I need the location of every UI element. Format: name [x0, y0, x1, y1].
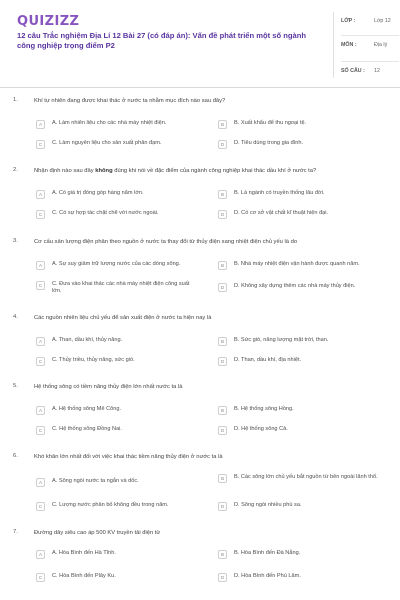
option-b[interactable] [218, 258, 386, 272]
option-text: C. Hệ thống sông Đồng Nai. [52, 426, 122, 432]
emphasis-word: không [95, 168, 113, 174]
option-text: D. Không xây dựng thêm các nhà máy thủy điện. [234, 283, 356, 289]
option-letter-box: A [36, 120, 45, 129]
option-text: B. Các sông lớn chủ yếu bắt nguồn từ bên ngoài lãnh thổ. [234, 474, 378, 480]
option-letter-box: B [218, 190, 227, 199]
option-letter-box: A [36, 190, 45, 199]
question-text: Đường dây siêu cao áp 500 KV truyền tải điện từ [34, 530, 161, 536]
option-letter-box: C [36, 426, 45, 435]
question-number: 2. [13, 167, 18, 173]
question-number: 5. [13, 383, 18, 389]
option-a[interactable] [36, 547, 204, 561]
question-number: 1. [13, 97, 18, 103]
option-a[interactable] [36, 117, 204, 131]
question-text: Hệ thống sông có tiềm năng thủy điện lớn nhất nước ta là [34, 384, 183, 390]
option-text: B. Hòa Bình đến Đà Nẵng. [234, 550, 301, 556]
option-d[interactable] [218, 137, 386, 151]
option-letter-box: A [36, 261, 45, 270]
option-letter-box: D [218, 502, 227, 511]
option-c[interactable] [36, 570, 204, 584]
option-b[interactable] [218, 187, 386, 201]
option-letter-box: B [218, 337, 227, 346]
option-letter-box: B [218, 120, 227, 129]
option-letter-box: C [36, 357, 45, 366]
option-c[interactable] [36, 354, 204, 368]
option-letter-box: A [36, 550, 45, 559]
meta-class-value: Lớp 12 [374, 18, 391, 24]
option-text: D. Than, dầu khí, địa nhiệt. [234, 357, 302, 363]
option-letter-box: D [218, 573, 227, 582]
option-d[interactable] [218, 354, 386, 368]
option-text: B. Sức gió, năng lượng mặt trời, than. [234, 337, 329, 343]
option-text: A. Than, dầu khí, thủy năng. [52, 337, 123, 343]
option-c[interactable] [36, 423, 204, 437]
option-a[interactable] [36, 187, 204, 201]
option-text: D. Hệ thống sông Cả. [234, 426, 288, 432]
question-text: Nhận định nào sau đây không đúng khi nói về đặc điểm của ngành công nghiệp khai thác dầu khí ở nước ta? [34, 168, 317, 174]
option-b[interactable] [218, 471, 386, 485]
meta-count-label: SỐ CÂU : [341, 68, 365, 74]
option-c[interactable] [36, 137, 204, 151]
question-text: Khó khăn lớn nhất đối với việc khai thác tiềm năng thủy điện ở nước ta là [34, 454, 223, 460]
meta-subject-value: Địa lý [374, 42, 388, 48]
option-letter-box: A [36, 478, 45, 487]
option-text: A. Có giá trị đóng góp hàng năm lớn. [52, 190, 144, 196]
option-d[interactable] [218, 423, 386, 437]
option-letter-box: D [218, 357, 227, 366]
meta-question-count [341, 64, 399, 82]
option-text: A. Sông ngòi nước ta ngắn và dốc. [52, 478, 139, 484]
question-7 [0, 529, 400, 591]
question-4 [0, 314, 400, 374]
meta-subject-label: MÔN : [341, 42, 357, 48]
option-d[interactable] [218, 499, 386, 513]
option-a[interactable] [36, 258, 204, 272]
option-text: C. Đưa vào khai thác các nhà máy nhiệt điện công suất lớn. [52, 281, 190, 295]
option-d[interactable] [218, 207, 386, 221]
option-text: C. Có sự hợp tác chặt chẽ với nước ngoài. [52, 210, 159, 216]
question-number: 7. [13, 529, 18, 535]
option-letter-box: C [36, 502, 45, 511]
option-letter-box: B [218, 406, 227, 415]
meta-divider [341, 61, 399, 62]
option-a[interactable] [36, 403, 204, 417]
question-3 [0, 238, 400, 304]
meta-divider [341, 35, 399, 36]
option-letter-box: C [36, 281, 45, 290]
worksheet-meta [333, 12, 400, 78]
option-text: D. Có cơ sở vật chất kĩ thuật hiện đại. [234, 210, 329, 216]
option-letter-box: C [36, 573, 45, 582]
worksheet-header [0, 0, 400, 88]
option-b[interactable] [218, 403, 386, 417]
option-letter-box: A [36, 337, 45, 346]
option-letter-box: B [218, 550, 227, 559]
option-text: B. Nhà máy nhiệt điện vận hành được quanh năm. [234, 261, 360, 267]
option-letter-box: A [36, 406, 45, 415]
option-a[interactable] [36, 334, 204, 348]
option-d[interactable] [218, 280, 386, 294]
option-c[interactable] [36, 278, 204, 295]
question-number: 6. [13, 453, 18, 459]
question-number: 3. [13, 238, 18, 244]
question-5 [0, 383, 400, 443]
option-text: B. Xuất khẩu để thu ngoại tệ. [234, 120, 307, 126]
option-letter-box: B [218, 474, 227, 483]
option-text: D. Sông ngòi nhiều phù sa. [234, 502, 302, 508]
option-text: C. Hòa Bình đến Plây Ku. [52, 573, 116, 579]
question-text: Các nguồn nhiên liệu chủ yếu để sản xuất điện ở nước ta hiện nay là [34, 315, 212, 321]
option-b[interactable] [218, 117, 386, 131]
option-letter-box: D [218, 283, 227, 292]
meta-class [341, 14, 399, 32]
option-text: A. Làm nhiên liệu cho các nhà máy nhiệt điện. [52, 120, 167, 126]
question-text: Cơ cấu sản lượng điện phân theo nguồn ở nước ta thay đổi từ thủy điện sang nhiệt điện chủ yếu là do [34, 239, 298, 245]
option-letter-box: B [218, 261, 227, 270]
meta-class-label: LỚP : [341, 18, 356, 24]
option-letter-box: C [36, 210, 45, 219]
option-b[interactable] [218, 334, 386, 348]
option-text: A. Sự suy giảm trữ lượng nước của các dòng sông. [52, 261, 181, 267]
question-2 [0, 167, 400, 227]
option-letter-box: C [36, 140, 45, 149]
question-1 [0, 97, 400, 157]
option-b[interactable] [218, 547, 386, 561]
option-d[interactable] [218, 570, 386, 584]
option-text: B. Hệ thống sông Hồng. [234, 406, 294, 412]
option-text: C. Thủy triều, thủy năng, sức gió. [52, 357, 135, 363]
worksheet-title: 12 câu Trắc nghiệm Địa Lí 12 Bài 27 (có đáp án): Vấn đề phát triển một số ngành công nghiệp trọng điểm P2 [17, 31, 307, 50]
quizizz-logo[interactable]: QUIZIZZ [17, 14, 80, 29]
meta-count-value: 12 [374, 68, 380, 74]
option-letter-box: D [218, 426, 227, 435]
meta-subject [341, 38, 399, 56]
option-text: A. Hòa Bình đến Hà Tĩnh. [52, 550, 116, 556]
option-c[interactable] [36, 499, 204, 513]
question-number: 4. [13, 314, 18, 320]
option-text: C. Lượng nước phân bố không đều trong năm. [52, 502, 169, 508]
option-a[interactable] [36, 475, 204, 489]
option-text: A. Hệ thống sông Mê Công. [52, 406, 122, 412]
question-6 [0, 453, 400, 519]
option-text: D. Hòa Bình đến Phú Lâm. [234, 573, 301, 579]
option-letter-box: D [218, 140, 227, 149]
option-c[interactable] [36, 207, 204, 221]
question-text: Khí tự nhiên đang được khai thác ở nước ta nhằm mục đích nào sau đây? [34, 98, 226, 104]
option-text: C. Làm nguyên liệu cho sản xuất phân đạm. [52, 140, 162, 146]
option-text: B. Là ngành có truyền thống lâu đời. [234, 190, 325, 196]
option-text: D. Tiêu dùng trong gia đình. [234, 140, 304, 146]
option-letter-box: D [218, 210, 227, 219]
